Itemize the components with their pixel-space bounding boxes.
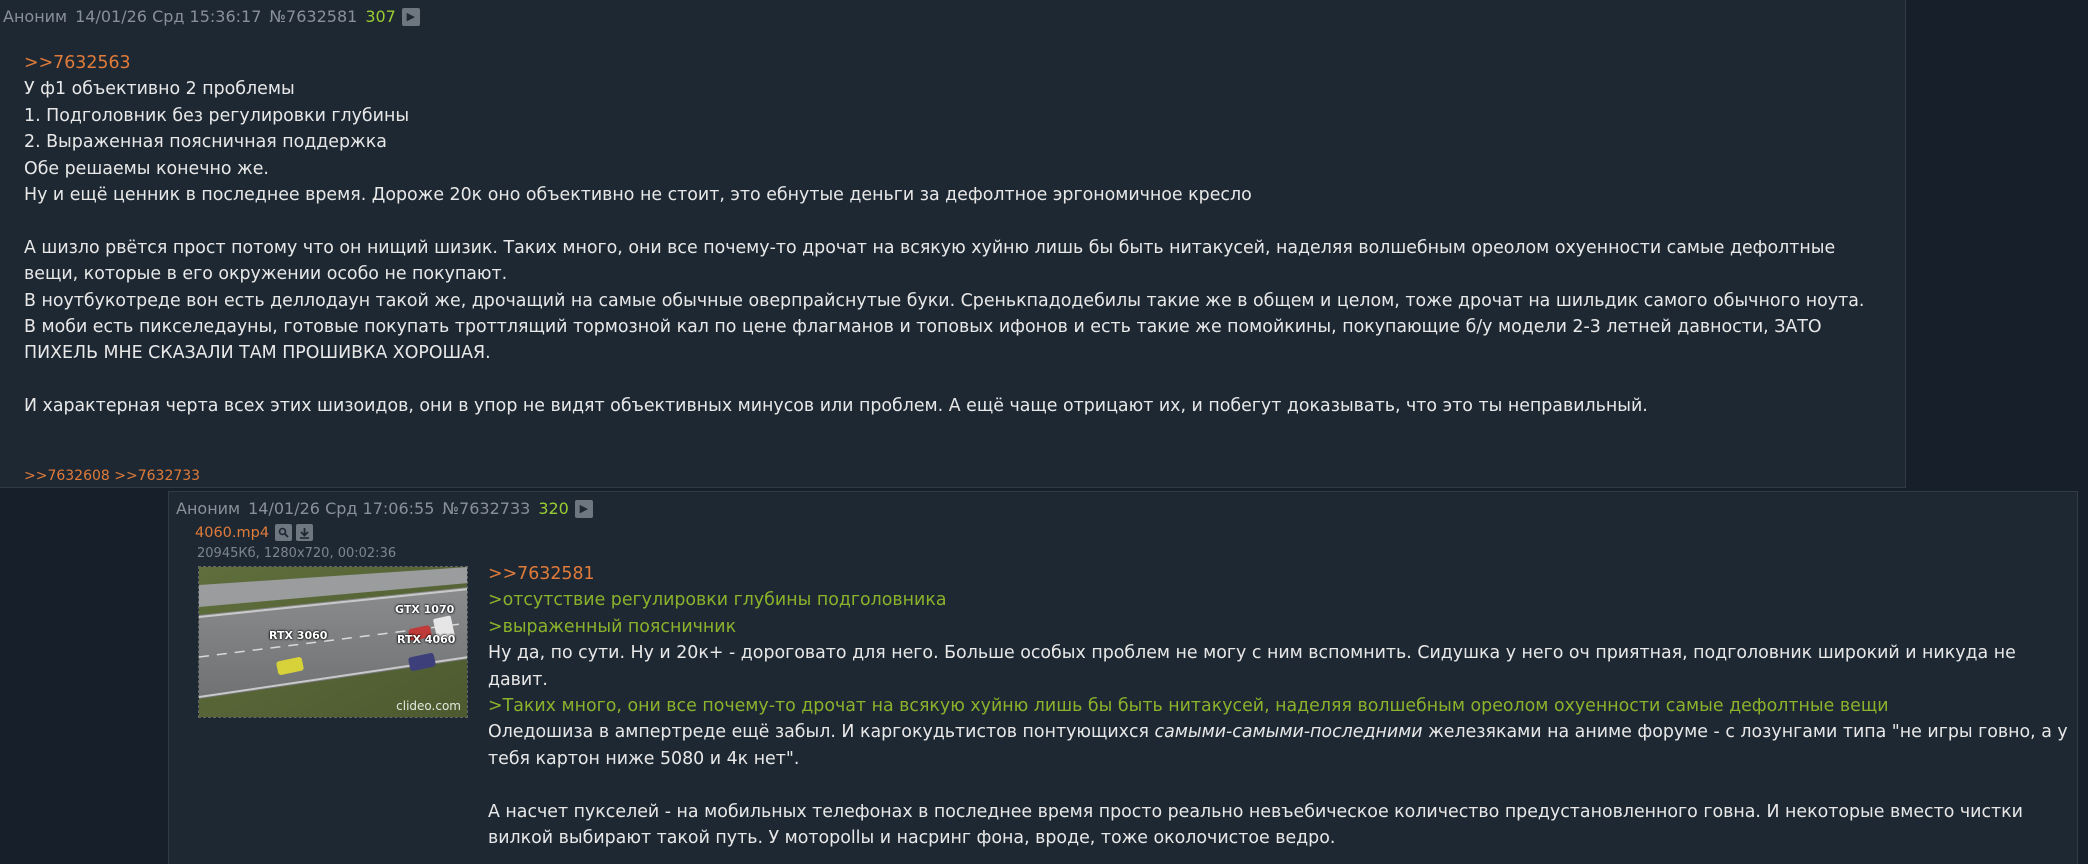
post-line: Обе решаемы конечно же. xyxy=(24,158,269,179)
play-icon[interactable]: ▶ xyxy=(575,500,593,518)
post-line: В моби есть пикселедауны, готовые покупать троттлящий тормозной кал по цене флагманов и топовых ифонов и есть такие же помойкины, покупающие б/у модели 2-3 летней давности, ЗАТО ПИХЕЛЬ МНЕ СКАЗАЛИ ТАМ ПРОШИВКА ХОРОШАЯ. xyxy=(24,317,1822,364)
post-datetime: 14/01/26 Срд 17:06:55 xyxy=(248,499,435,518)
post-text-italic: самыми-самыми-последними xyxy=(1154,722,1423,743)
post-line: 2. Выраженная поясничная поддержка xyxy=(24,132,387,153)
post-line xyxy=(488,719,2068,772)
file-name-link[interactable]: 4060.mp4 xyxy=(195,524,270,541)
post-line: А насчет пукселей - на мобильных телефонах в последнее время просто реально невъебическое количество предустановленного говна. И некоторые вместо чистки вилкой выбирают такой путь. У моторollы и насринг фона, вроде, тоже околочистое ведро. xyxy=(488,801,2023,849)
reply-link[interactable]: >>7632563 xyxy=(24,53,131,73)
post-line: Ну и ещё ценник в последнее время. Дороже 20к оно объективно не стоит, это ебнутые деньги за дефолтное эргономичное кресло xyxy=(24,185,1252,206)
post-line: В ноутбукотреде вон есть деллодаун такой же, дрочащий на самые обычные оверпрайснутые буки. Сренькпадодебилы такие же в общем и целом, тоже дрочат на шильдик самого обычного ноута. xyxy=(24,290,1865,311)
post-line: У ф1 объективно 2 проблемы xyxy=(24,79,295,100)
post-number[interactable]: №7632733 xyxy=(442,499,531,518)
file-meta: 20945Кб, 1280x720, 00:02:36 xyxy=(197,546,397,561)
greentext-quote: >Таких много, они все почему-то дрочат на всякую хуйню лишь бы быть нитакусей, наделяя волшебным ореолом охуенности самые дефолтные вещи xyxy=(488,696,1889,717)
post-header xyxy=(176,499,601,518)
post-line: Ну да, по сути. Ну и 20к+ - дороговато для него. Больше особых проблем не могу с ним вспомнить. Сидушка у него оч приятная, подголовник широкий и никуда не давит. xyxy=(488,643,2016,690)
post-body xyxy=(488,561,2068,851)
post-count: 320 xyxy=(538,499,569,518)
file-info xyxy=(195,524,317,541)
backlinks xyxy=(24,468,200,484)
backlink[interactable]: >>7632608 xyxy=(24,468,110,484)
post-author: Аноним xyxy=(176,499,241,518)
post-text: Оледошиза в ампертреде ещё забыл. И каргокудьтистов понтующихся xyxy=(488,722,1155,743)
post-line: И характерная черта всех этих шизоидов, они в упор не видят объективных минусов или проблем. А ещё чаще отрицают их, и побегут доказывать, что это ты неправильный. xyxy=(24,396,1648,417)
backlink[interactable]: >>7632733 xyxy=(114,468,201,484)
play-icon[interactable]: ▶ xyxy=(402,8,420,26)
post-author: Аноним xyxy=(3,7,68,26)
greentext-quote: >отсутствие регулировки глубины подголовника xyxy=(488,590,947,611)
thumb-watermark: clideo.com xyxy=(396,699,461,713)
reply-link[interactable]: >>7632581 xyxy=(488,564,595,584)
post-header xyxy=(3,7,428,26)
download-icon[interactable] xyxy=(296,524,313,541)
post-datetime: 14/01/26 Срд 15:36:17 xyxy=(75,7,262,26)
thumb-label-gtx1070: GTX 1070 xyxy=(395,603,455,616)
post-7632733 xyxy=(168,491,2078,864)
post-line: А шизло рвётся прост потому что он нищий шизик. Таких много, они все почему-то дрочат на всякую хуйню лишь бы быть нитакусей, наделяя волшебным ореолом охуенности самые дефолтные вещи, которые в его окружении особо не покупают. xyxy=(24,237,1836,285)
post-line: 1. Подголовник без регулировки глубины xyxy=(24,105,410,126)
post-count: 307 xyxy=(365,7,396,26)
video-thumbnail[interactable] xyxy=(198,566,468,718)
post-body xyxy=(24,50,1890,420)
post-line-empty xyxy=(24,367,1890,393)
post-text: железяками на аниме форуме - с лозунгами типа "не игры говно, а у тебя картон ниже 5080 и 4к нет". xyxy=(488,722,2068,769)
post-line-empty xyxy=(488,772,2068,798)
search-icon[interactable] xyxy=(275,524,292,541)
post-line-empty xyxy=(24,208,1890,234)
page-background-right xyxy=(1906,0,2088,491)
thumb-label-rtx3060: RTX 3060 xyxy=(269,629,328,642)
post-number[interactable]: №7632581 xyxy=(269,7,358,26)
thumb-label-rtx4060: RTX 4060 xyxy=(397,633,456,646)
greentext-quote: >выраженный поясничник xyxy=(488,616,737,637)
